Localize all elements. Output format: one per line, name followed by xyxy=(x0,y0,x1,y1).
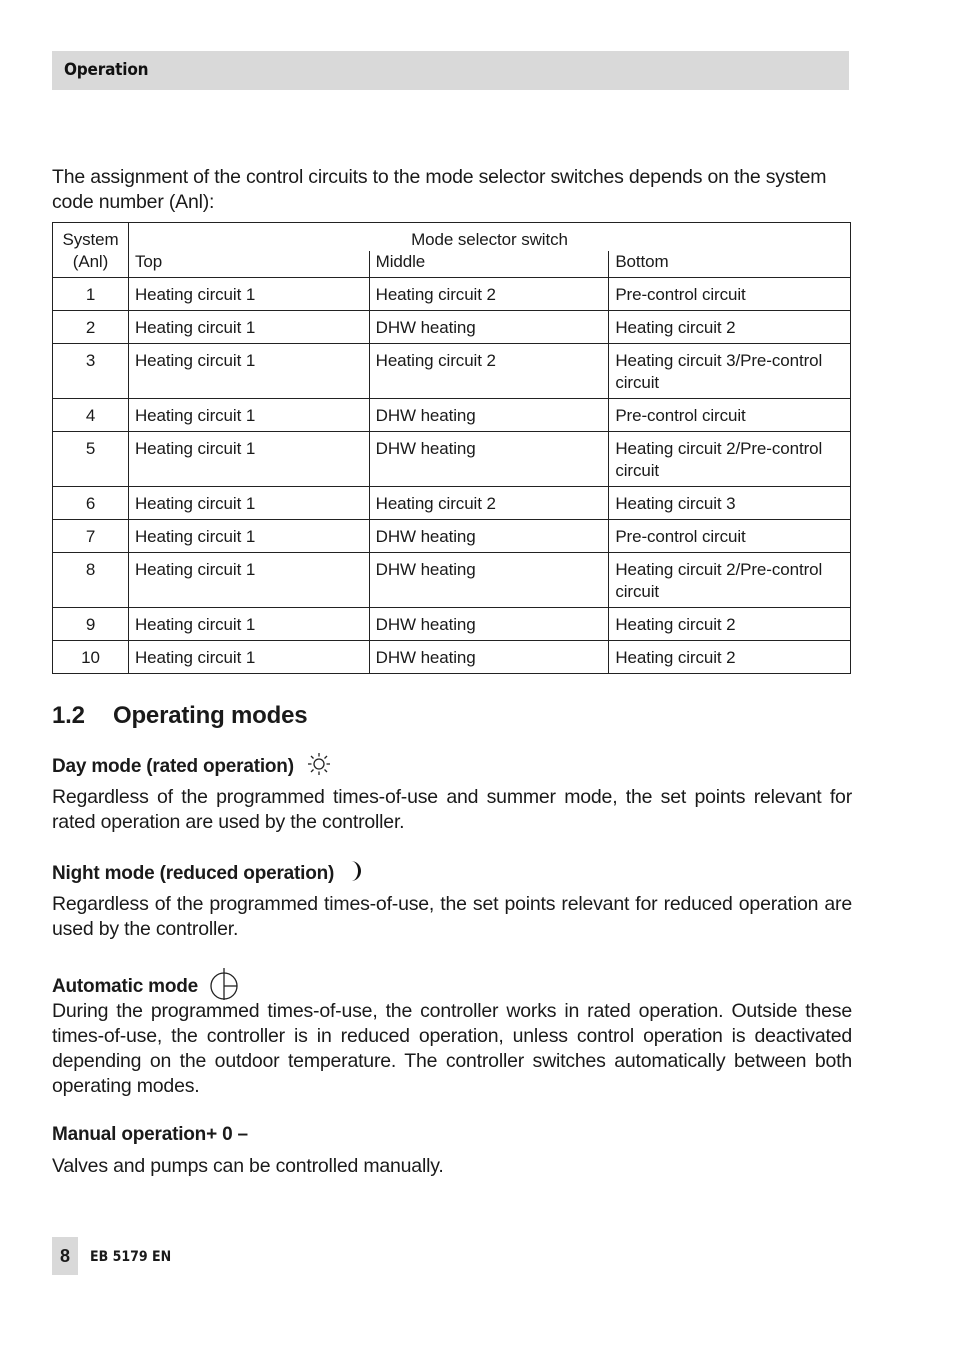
section-title-text: Operating modes xyxy=(113,702,308,729)
middle-cell: Heating circuit 2 xyxy=(369,278,609,311)
table-row xyxy=(53,553,851,608)
top-cell: Heating circuit 1 xyxy=(128,641,369,674)
day-mode-heading: Day mode (rated operation) xyxy=(52,752,331,782)
day-mode-text: Regardless of the programmed times-of-use and summer mode, the set points relevant for rated operation are used by the controller. xyxy=(52,786,852,833)
top-cell: Heating circuit 1 xyxy=(128,344,369,399)
table-row xyxy=(53,487,851,520)
top-cell: Heating circuit 1 xyxy=(128,553,369,608)
bottom-cell: Pre-control circuit xyxy=(609,520,851,553)
manual-mode-heading: Manual operation+ 0 – xyxy=(52,1124,248,1145)
table-row xyxy=(53,311,851,344)
table-row xyxy=(53,399,851,432)
middle-cell: DHW heating xyxy=(369,553,609,608)
column-header-top: Top xyxy=(128,251,369,278)
top-cell: Heating circuit 1 xyxy=(128,487,369,520)
bottom-cell: Heating circuit 2 xyxy=(609,608,851,641)
intro-paragraph: The assignment of the control circuits to the mode selector switches depends on the system code number (Anl): xyxy=(52,166,827,213)
automatic-mode-text: During the programmed times-of-use, the controller works in rated operation. Outside these times-of-use, the controller is in reduced operation, unless control operation is deactivated depending on the outdoor temperature. The controller switches automatically between both operating modes. xyxy=(52,1000,852,1097)
column-header-middle: Middle xyxy=(369,251,609,278)
middle-cell: Heating circuit 2 xyxy=(369,487,609,520)
table-row xyxy=(53,344,851,399)
middle-cell: DHW heating xyxy=(369,520,609,553)
system-cell: 7 xyxy=(53,520,129,553)
system-cell: 8 xyxy=(53,553,129,608)
table-row xyxy=(53,520,851,553)
top-cell: Heating circuit 1 xyxy=(128,311,369,344)
table-row xyxy=(53,432,851,487)
system-cell: 9 xyxy=(53,608,129,641)
page-number: 8 xyxy=(52,1237,78,1275)
middle-cell: DHW heating xyxy=(369,399,609,432)
middle-cell: Heating circuit 2 xyxy=(369,344,609,399)
top-cell: Heating circuit 1 xyxy=(128,608,369,641)
bottom-cell: Heating circuit 3 xyxy=(609,487,851,520)
section-number: 1.2 xyxy=(52,702,85,729)
night-mode-text: Regardless of the programmed times-of-use, the set points relevant for reduced operation are used by the controller. xyxy=(52,893,852,940)
system-cell: 5 xyxy=(53,432,129,487)
sun-icon xyxy=(307,752,331,782)
system-column-header: System (Anl) xyxy=(53,223,129,278)
table-row xyxy=(53,641,851,674)
top-cell: Heating circuit 1 xyxy=(128,520,369,553)
section-title xyxy=(52,702,307,730)
section-header-label: Operation xyxy=(64,60,149,80)
assignment-table xyxy=(52,222,851,674)
top-cell: Heating circuit 1 xyxy=(128,278,369,311)
column-header-bottom: Bottom xyxy=(609,251,851,278)
mode-selector-header: Mode selector switch xyxy=(128,223,850,252)
top-cell: Heating circuit 1 xyxy=(128,432,369,487)
night-mode-heading: Night mode (reduced operation) xyxy=(52,859,365,889)
system-cell: 4 xyxy=(53,399,129,432)
table-row xyxy=(53,608,851,641)
manual-mode-text: Valves and pumps can be controlled manually. xyxy=(52,1155,444,1177)
system-cell: 6 xyxy=(53,487,129,520)
bottom-cell: Pre-control circuit xyxy=(609,399,851,432)
bottom-cell: Heating circuit 2 xyxy=(609,311,851,344)
middle-cell: DHW heating xyxy=(369,641,609,674)
bottom-cell: Pre-control circuit xyxy=(609,278,851,311)
bottom-cell: Heating circuit 2/Pre-control circuit xyxy=(609,553,851,608)
bottom-cell: Heating circuit 2/Pre-control circuit xyxy=(609,432,851,487)
system-cell: 3 xyxy=(53,344,129,399)
middle-cell: DHW heating xyxy=(369,608,609,641)
system-cell: 10 xyxy=(53,641,129,674)
middle-cell: DHW heating xyxy=(369,311,609,344)
system-cell: 2 xyxy=(53,311,129,344)
automatic-mode-heading: Automatic mode xyxy=(52,966,239,1008)
moon-icon xyxy=(347,859,365,889)
section-header-bar xyxy=(52,51,849,90)
bottom-cell: Heating circuit 2 xyxy=(609,641,851,674)
bottom-cell: Heating circuit 3/Pre-control circuit xyxy=(609,344,851,399)
document-id: EB 5179 EN xyxy=(90,1249,172,1265)
top-cell: Heating circuit 1 xyxy=(128,399,369,432)
middle-cell: DHW heating xyxy=(369,432,609,487)
system-cell: 1 xyxy=(53,278,129,311)
table-row xyxy=(53,278,851,311)
